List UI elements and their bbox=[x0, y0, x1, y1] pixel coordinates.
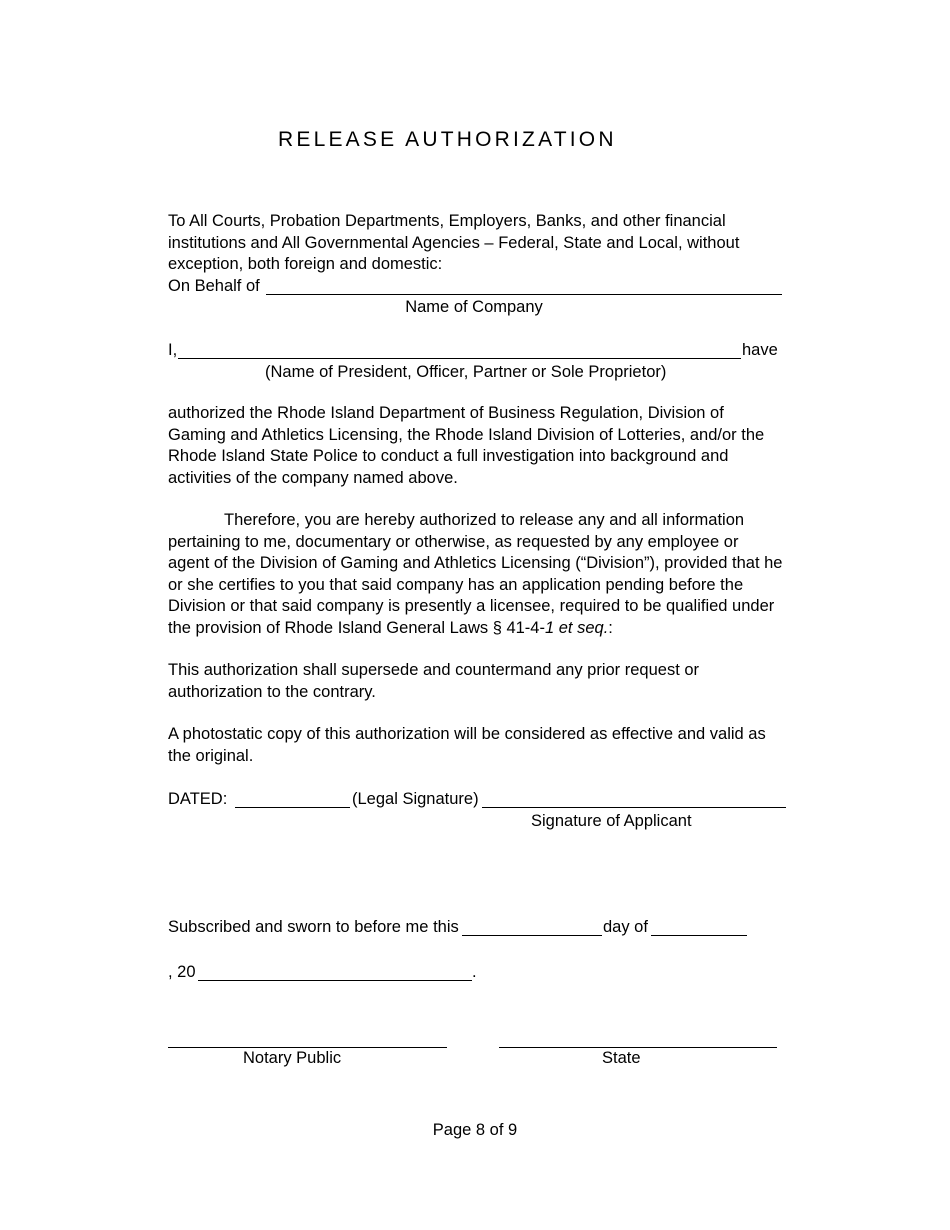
date-line[interactable] bbox=[235, 807, 350, 808]
therefore-paragraph bbox=[168, 510, 783, 639]
document-title: RELEASE AUTHORIZATION bbox=[278, 128, 617, 151]
day-line[interactable] bbox=[462, 935, 602, 936]
legal-signature-label: (Legal Signature) bbox=[352, 790, 479, 808]
day-of-label: day of bbox=[603, 918, 648, 936]
supersede-paragraph: This authorization shall supersede and countermand any prior request or authorization to the contrary. bbox=[168, 661, 700, 701]
year-prefix: , 20 bbox=[168, 963, 196, 981]
therefore-text: Therefore, you are hereby authorized to release any and all information pertaining to me, documentary or otherwise, as requested by any employee or agent of the Division of Gaming and Athletics Licensing (“Division”), provided that he or she certifies to you that said company has an application pending before the Division or that said company is presently a licensee, required to be qualified under the provision of Rhode Island General Laws § 41-4- bbox=[168, 511, 783, 637]
applicant-signature-line[interactable] bbox=[482, 807, 786, 808]
intro-paragraph: To All Courts, Probation Departments, Employers, Banks, and other financial institutions and All Governmental Agencies – Federal, State and Local, without exception, both foreign and domestic: bbox=[168, 212, 740, 273]
state-caption: State bbox=[602, 1049, 641, 1067]
officer-name-caption: (Name of President, Officer, Partner or Sole Proprietor) bbox=[265, 363, 667, 381]
year-line[interactable] bbox=[198, 980, 472, 981]
officer-name-line[interactable] bbox=[178, 358, 741, 359]
have-label: have bbox=[742, 341, 778, 359]
company-name-line[interactable] bbox=[266, 294, 782, 295]
on-behalf-label: On Behalf of bbox=[168, 277, 260, 295]
authorized-paragraph: authorized the Rhode Island Department of Business Regulation, Division of Gaming and Athletics Licensing, the Rhode Island Division of Lotteries, and/or the Rhode Island State Police to conduct a full investigation into background and activities of the company named above. bbox=[168, 404, 765, 487]
company-caption: Name of Company bbox=[405, 298, 543, 316]
signature-caption: Signature of Applicant bbox=[531, 812, 692, 830]
dated-label: DATED: bbox=[168, 790, 228, 808]
page-number: Page 8 of 9 bbox=[432, 1121, 518, 1139]
month-line[interactable] bbox=[651, 935, 747, 936]
i-label: I, bbox=[168, 341, 178, 359]
year-suffix: . bbox=[472, 963, 477, 981]
therefore-end: : bbox=[608, 618, 613, 637]
photostatic-paragraph: A photostatic copy of this authorization will be considered as effective and valid as the original. bbox=[168, 725, 766, 765]
subscribed-label: Subscribed and sworn to before me this bbox=[168, 918, 459, 936]
et-seq-text: 1 et seq. bbox=[544, 618, 609, 637]
notary-caption: Notary Public bbox=[243, 1049, 342, 1067]
